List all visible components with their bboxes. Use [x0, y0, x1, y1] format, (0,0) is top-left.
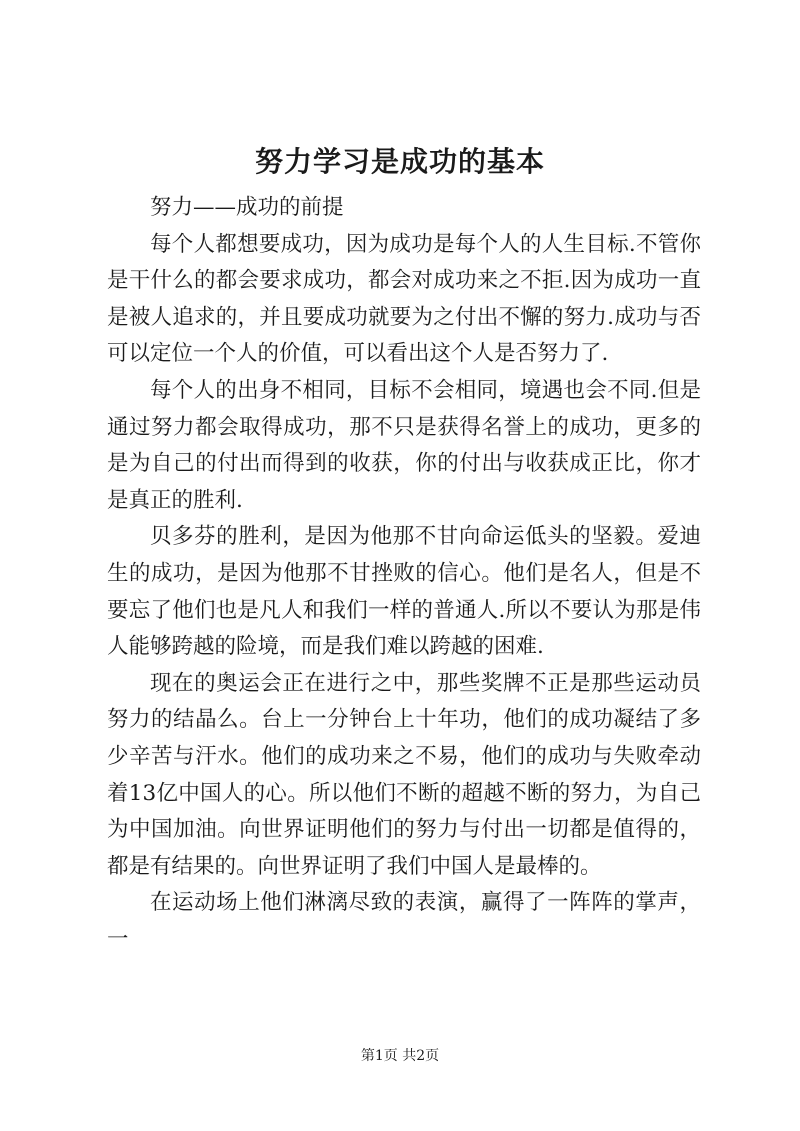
body-paragraph: 每个人的出身不相同，目标不会相同，境遇也会不同.但是通过努力都会取得成功，那不只是获得名誉上的成功，更多的是为自己的付出而得到的收获，你的付出与收获成正比，你才是真正的胜利. [107, 377, 701, 513]
body-paragraph: 贝多芬的胜利，是因为他那不甘向命运低头的坚毅。爱迪生的成功，是因为他那不甘挫败的信心。他们是名人，但是不要忘了他们也是凡人和我们一样的普通人.所以不要认为那是伟人能够跨越的险境，而是我们难以跨越的困难. [107, 524, 701, 660]
body-paragraph: 在运动场上他们淋漓尽致的表演，赢得了一阵阵的掌声，一 [107, 890, 701, 952]
subtitle-paragraph: 努力——成功的前提 [150, 195, 344, 220]
page-title: 努力学习是成功的基本 [254, 145, 545, 178]
document-body [107, 190, 701, 958]
body-paragraph: 现在的奥运会正在进行之中，那些奖牌不正是那些运动员努力的结晶么。台上一分钟台上十年功，他们的成功凝结了多少辛苦与汗水。他们的成功来之不易，他们的成功与失败牵动着13亿中国人的心。所以他们不断的超越不断的努力，为自己为中国加油。向世界证明他们的努力与付出一切都是值得的，都是有结果的。向世界证明了我们中国人是最棒的。 [107, 670, 701, 879]
page-footer: 第1页 共2页 [360, 1048, 440, 1064]
body-paragraph: 每个人都想要成功，因为成功是每个人的人生目标.不管你是干什么的都会要求成功，都会对成功来之不拒.因为成功一直是被人追求的，并且要成功就要为之付出不懈的努力.成功与否可以定位一个人的价值，可以看出这个人是否努力了. [107, 231, 701, 367]
